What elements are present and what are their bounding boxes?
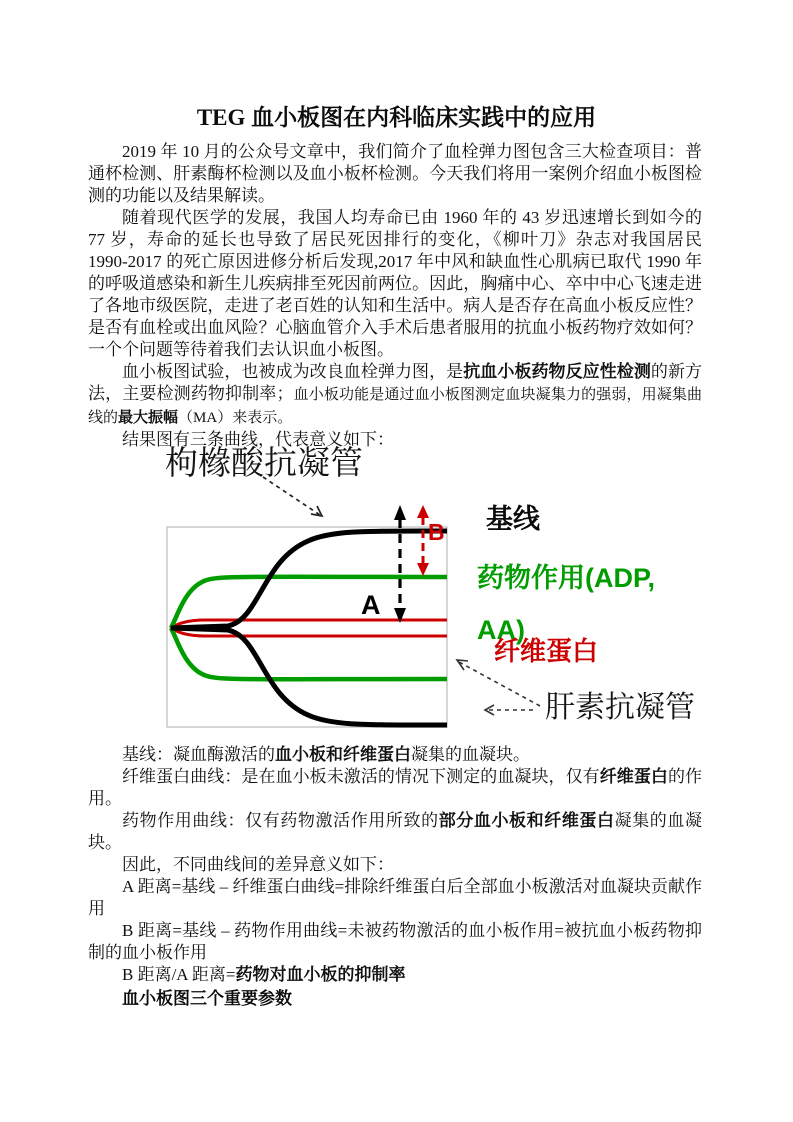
paragraph-distance-b: B 距离=基线 – 药物作用曲线=未被药物激活的血小板作用=被抗血小板药物抑制的血小板作用 [88, 921, 702, 962]
heparin-callout-arrows [457, 660, 540, 715]
label-distance-b: B [428, 519, 445, 545]
label-drug-effect-line1: 药物作用(ADP, [477, 563, 656, 593]
teg-platelet-mapping-diagram [0, 445, 793, 745]
label-drug-effect-line2: AA) [477, 615, 525, 645]
intro-text-block [88, 141, 702, 451]
page-title: TEG 血小板图在内科临床实践中的应用 [196, 105, 597, 130]
paragraph-background: 随着现代医学的发展，我国人均寿命已由 1960 年的 43 岁迅速增长到如今的 77 岁，寿命的延长也导致了居民死因排行的变化，《柳叶刀》杂志对我国居民 1990-2017 的死亡原因进修分析后发现,2017 年中风和缺血性心肌病已取代 1990 年的呼吸道感染和新生儿疾病排至死因前两位。因此，胸痛中心、卒中中心飞速走进了各地市级医院，走进了老百姓的认知和生活中。病人是否存在高血小板反应性？是否有血栓或出血风险？心脑血管介入手术后患者服用的抗血小板药物疗效如何？一个个问题等待着我们去认识血小板图。 [88, 208, 702, 359]
paragraph-baseline-definition: 基线：凝血酶激活的血小板和纤维蛋白凝集的血凝块。 [122, 745, 530, 764]
citrate-callout-arrow [263, 477, 322, 516]
label-heparin-tube: 肝素抗凝管 [545, 691, 695, 724]
paragraph-fibrin-definition: 纤维蛋白曲线：是在血小板未激活的情况下测定的血凝块，仅有纤维蛋白的作用。 [88, 767, 703, 808]
paragraph-drug-definition: 药物作用曲线：仅有药物激活作用所致的部分血小板和纤维蛋白凝集的血凝块。 [88, 811, 702, 852]
paragraph-distance-a: A 距离=基线 – 纤维蛋白曲线=排除纤维蛋白后全部血小板激活对血凝块贡献作用 [88, 877, 702, 918]
paragraph-curves-lead-in: 结果图有三条曲线，代表意义如下： [122, 430, 394, 449]
label-baseline: 基线 [486, 504, 540, 534]
paragraph-intro: 2019 年 10 月的公众号文章中，我们简介了血栓弹力图包含三大检查项目：普通杯检测、肝素酶杯检测以及血小板杯检测。今天我们将用一案例介绍血小板图检测的功能以及结果解读。 [88, 142, 702, 205]
curve-explanation-block [88, 744, 702, 986]
baseline-curve [171, 531, 447, 725]
label-distance-a: A [361, 590, 381, 620]
label-citrate-tube: 枸橼酸抗凝管 [165, 444, 363, 481]
distance-a-arrow [394, 505, 406, 623]
section-heading-parameters: 血小板图三个重要参数 [122, 989, 292, 1008]
label-fibrin: 纤维蛋白 [494, 636, 599, 666]
paragraph-test-description: 血小板图试验，也被成为改良血栓弹力图，是抗血小板药物反应性检测的新方法，主要检测药物抑制率；血小板功能是通过血小板图测定血块凝集力的强弱，用凝集曲线的最大振幅（MA）来表示。 [88, 362, 703, 426]
paragraph-inhibition-rate: B 距离/A 距离=药物对血小板的抑制率 [122, 965, 406, 984]
paragraph-difference-lead-in: 因此，不同曲线间的差异意义如下： [122, 855, 394, 874]
